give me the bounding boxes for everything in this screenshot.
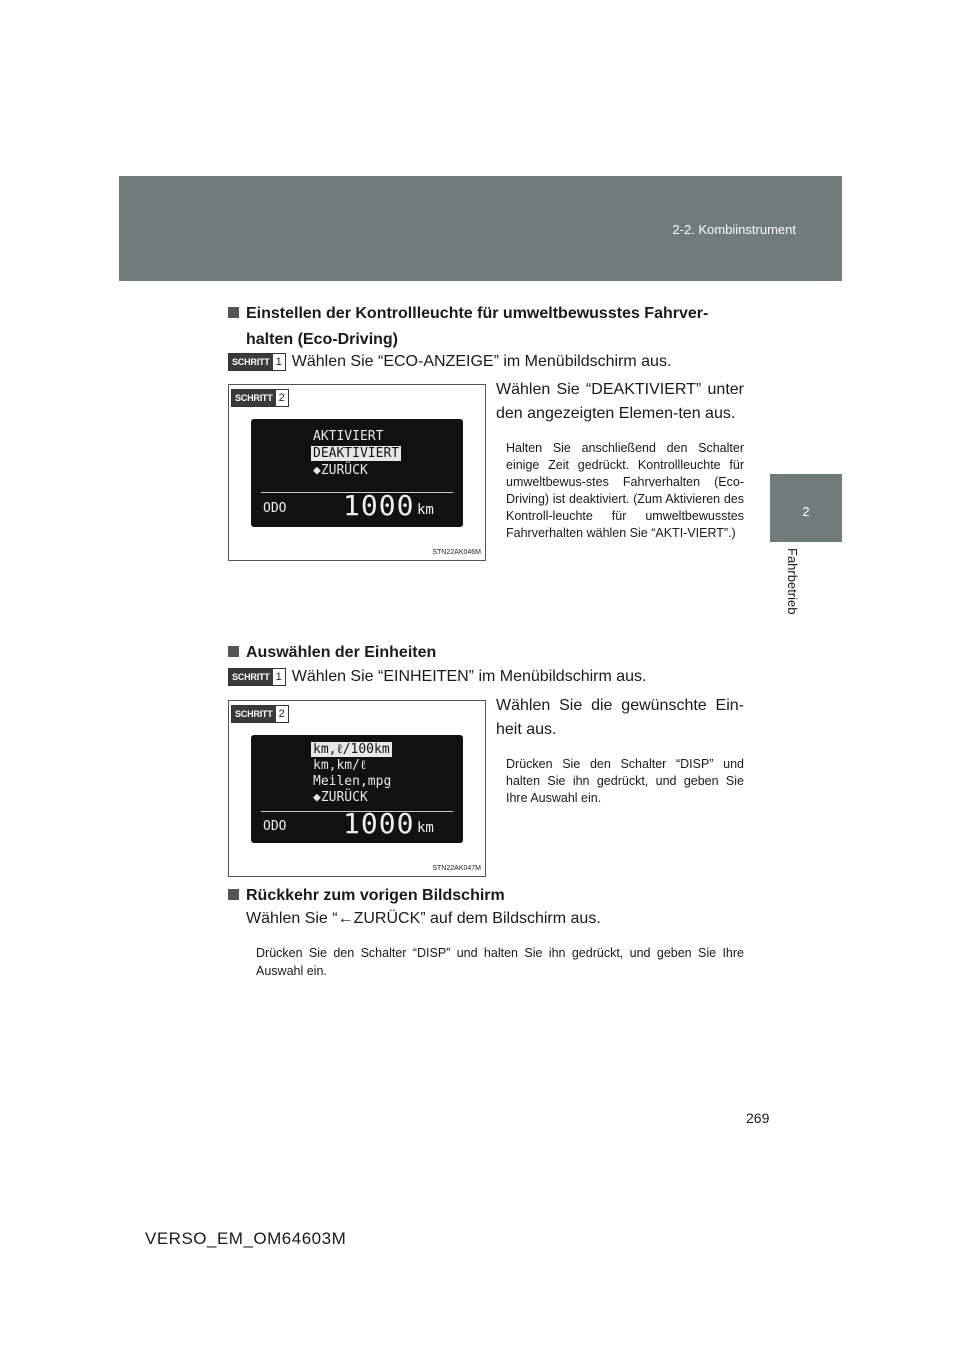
odo-unit: km xyxy=(417,820,434,836)
footer-code: VERSO_EM_OM64603M xyxy=(145,1229,347,1248)
section2-note: Drücken Sie den Schalter “DISP” und halten Sie ihn gedrückt, und geben Sie Ihre Auswahl ein. xyxy=(506,757,744,805)
odo-value: 1000 xyxy=(343,807,415,840)
section2-step1: SCHRITT 1 Wählen Sie “EINHEITEN” im Menübildschirm aus. xyxy=(228,666,647,688)
chapter-number: 2 xyxy=(802,504,810,519)
section1-note: Halten Sie anschließend den Schalter einige Zeit gedrückt. Kontrollleuchte für umweltbewus-stes Fahrverhalten (Eco-Driving) ist deaktiviert. (Zum Aktivieren des Kontroll-leuchte für umweltbewusstes Fahrverhalten wählen Sie “AKTI-VIERT”.) xyxy=(506,441,744,540)
menu-item-meilen-mpg: Meilen,mpg xyxy=(313,774,392,789)
section1-step1: SCHRITT 1 Wählen Sie “ECO-ANZEIGE” im Menübildschirm aus. xyxy=(228,351,671,373)
section2-figure xyxy=(228,700,486,877)
header-band xyxy=(119,176,842,281)
section2-heading: Auswählen der Einheiten xyxy=(228,640,436,666)
step-badge: SCHRITT 2 xyxy=(231,705,289,723)
figure-code: STN22AK047M xyxy=(432,865,481,872)
square-bullet-icon xyxy=(228,307,239,318)
odo-value: 1000 xyxy=(343,489,415,522)
chapter-label: Fahrbetrieb xyxy=(785,548,800,615)
page-number: 269 xyxy=(746,1110,770,1126)
step-badge: SCHRITT 1 xyxy=(228,353,286,371)
menu-item-km-l100km: km,ℓ/100km xyxy=(313,742,390,757)
section1-figure xyxy=(228,384,486,561)
section1-heading-cont: halten (Eco-Driving) xyxy=(246,331,399,348)
menu-item-km-kml: km,km/ℓ xyxy=(313,758,367,773)
odo-label: ODO xyxy=(263,501,287,516)
section1-instruction: Wählen Sie “DEAKTIVIERT” unter den angezeigten Elemen-ten aus. xyxy=(496,381,744,422)
section1-right-col xyxy=(496,378,744,542)
menu-item-zurueck: ◆ZURÜCK xyxy=(313,463,368,478)
figure-code: STN22AK046M xyxy=(432,549,481,556)
odo-unit: km xyxy=(417,502,434,518)
menu-item-aktiviert: AKTIVIERT xyxy=(313,429,384,444)
display-screen xyxy=(251,419,463,527)
section2-instruction: Wählen Sie die gewünschte Ein-heit aus. xyxy=(496,697,744,738)
step-badge: SCHRITT 2 xyxy=(231,389,289,407)
section2-right-col xyxy=(496,694,744,807)
square-bullet-icon xyxy=(228,646,239,657)
section3-note: Drücken Sie den Schalter “DISP” und halten Sie ihn gedrückt, und geben Sie Ihre Auswahl ein. xyxy=(256,946,744,978)
section3-heading: Rückkehr zum vorigen Bildschirm xyxy=(228,883,505,909)
square-bullet-icon xyxy=(228,889,239,900)
step-badge: SCHRITT 1 xyxy=(228,668,286,686)
chapter-tab xyxy=(770,474,842,542)
menu-item-deaktiviert: DEAKTIVIERT xyxy=(313,446,400,461)
display-screen xyxy=(251,735,463,843)
section3-text: Wählen Sie “←ZURÜCK” auf dem Bildschirm aus. xyxy=(246,910,601,927)
section1-heading: Einstellen der Kontrollleuchte für umweltbewusstes Fahrver- xyxy=(228,301,708,327)
odo-label: ODO xyxy=(263,819,287,834)
menu-item-zurueck: ◆ZURÜCK xyxy=(313,790,368,805)
section-title: 2-2. Kombiinstrument xyxy=(672,222,796,237)
